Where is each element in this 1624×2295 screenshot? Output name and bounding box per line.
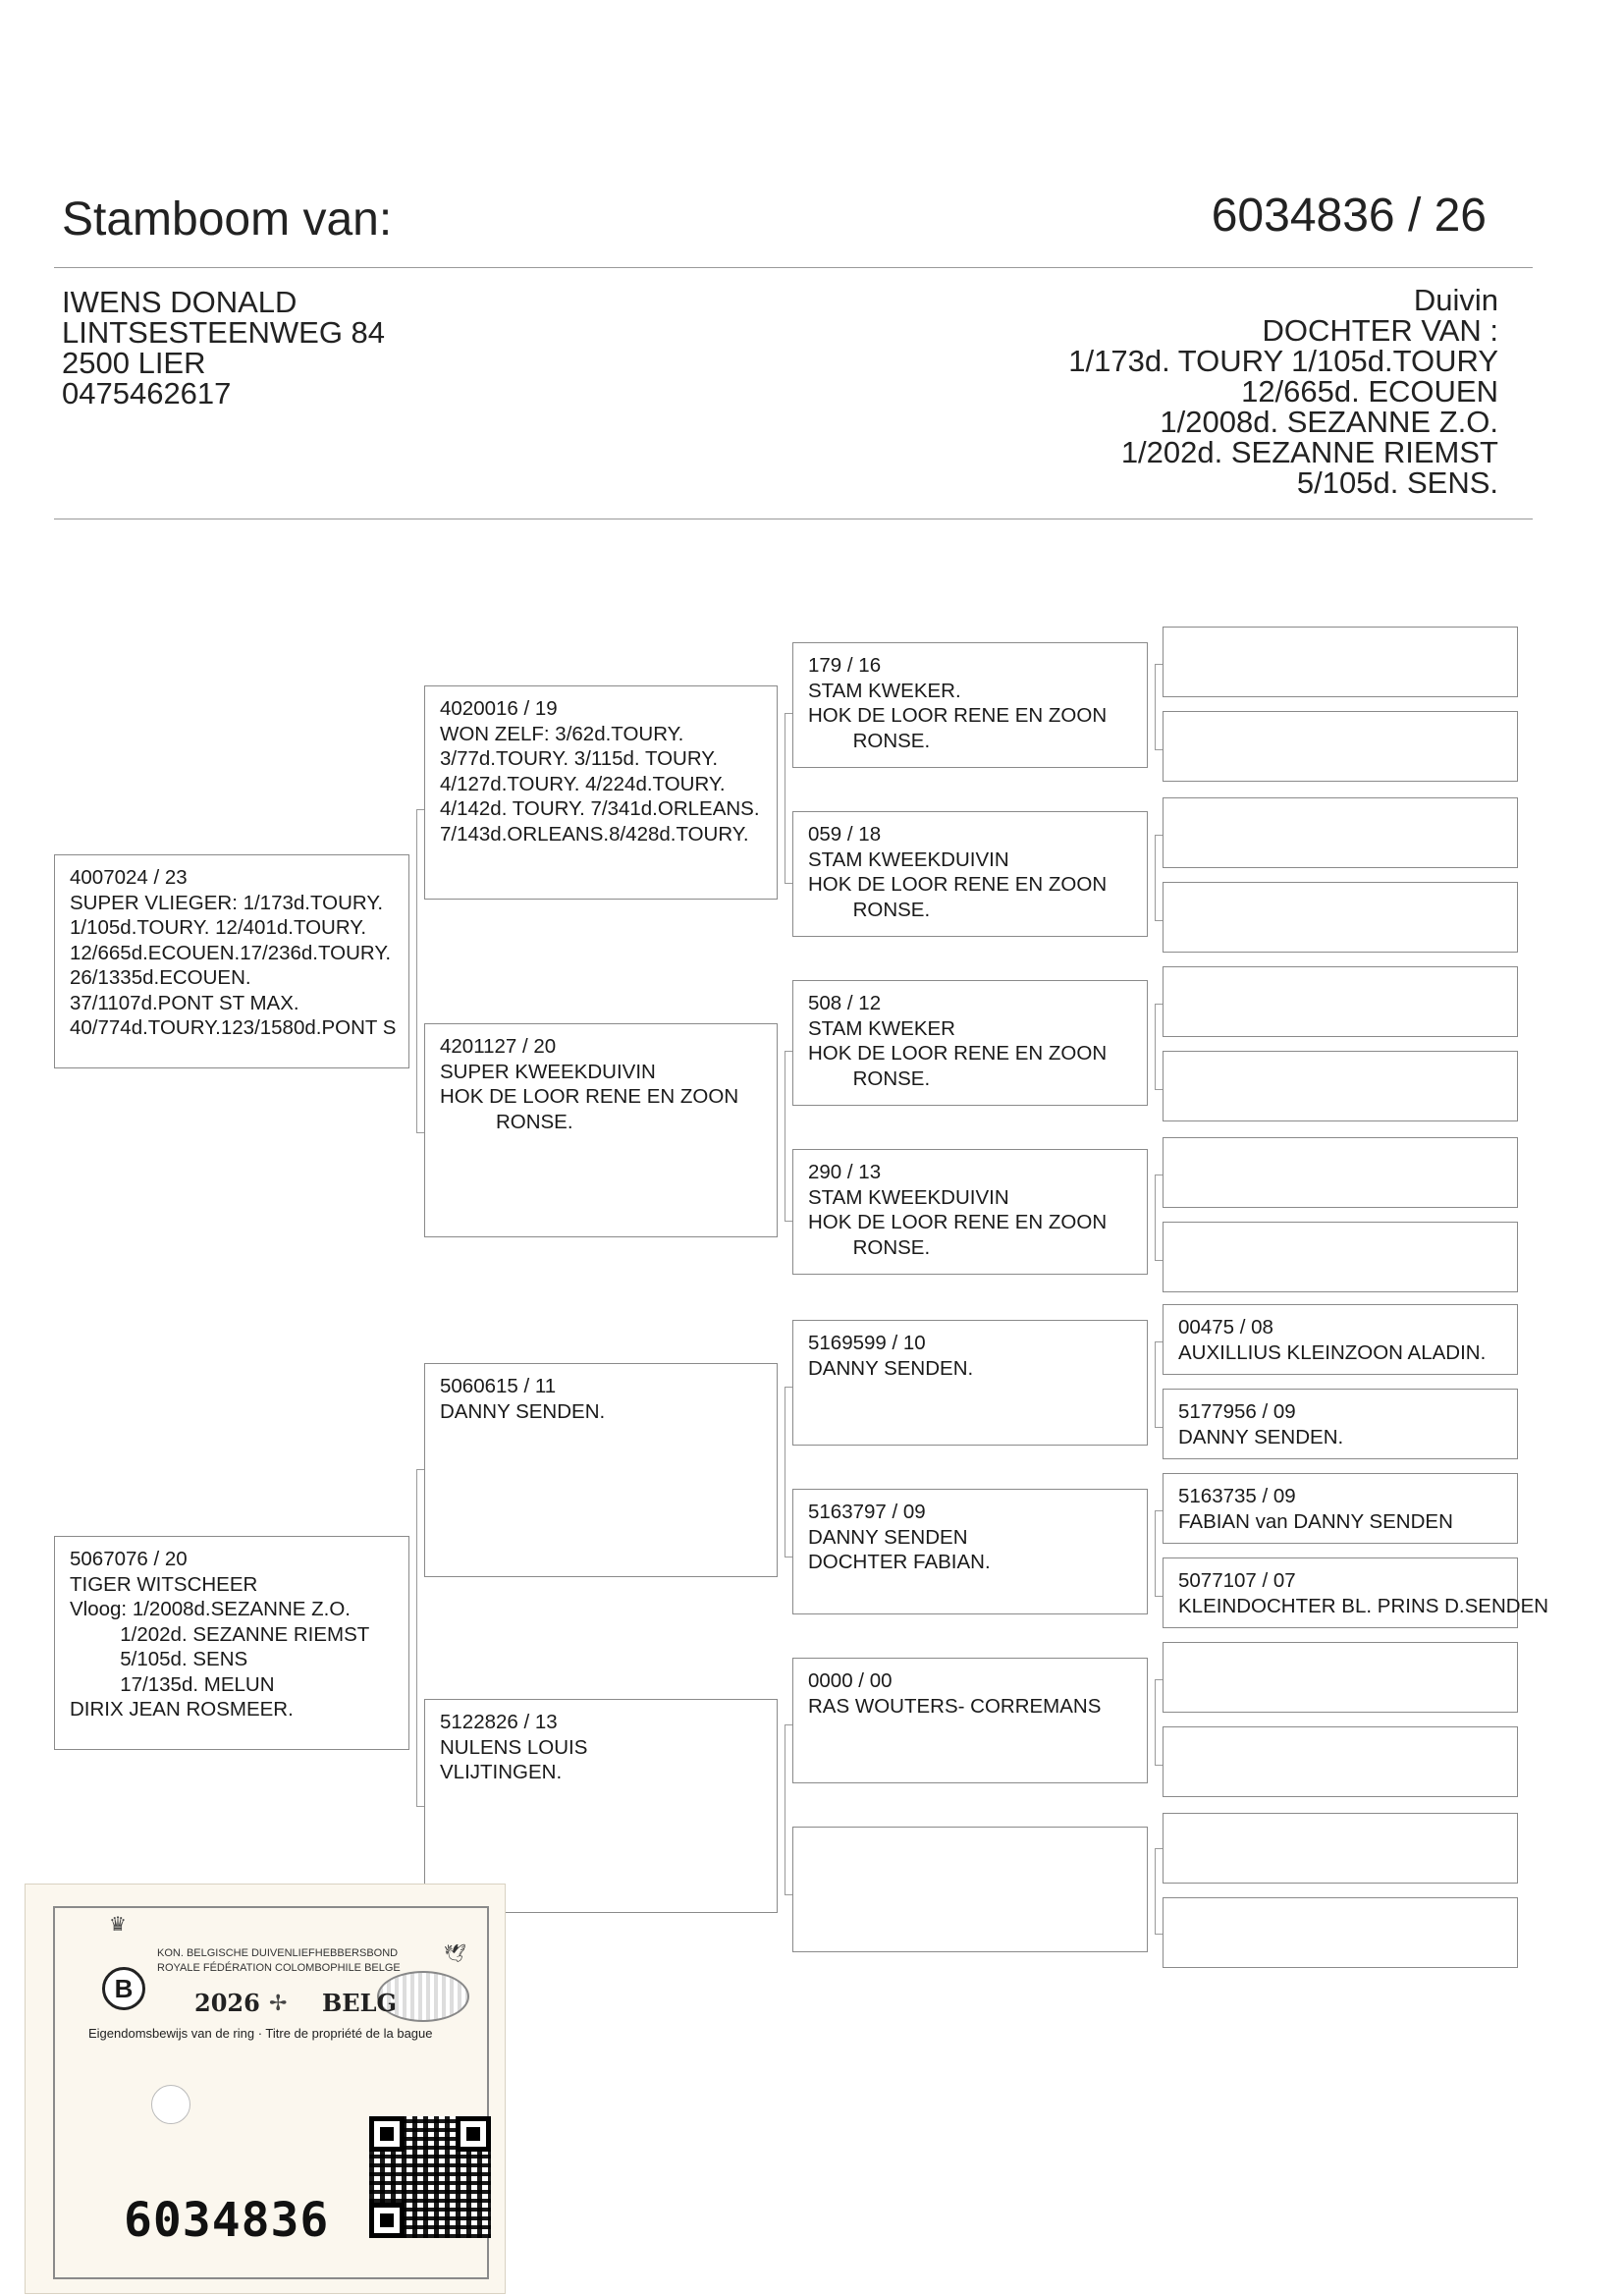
federation-logo: B [102,1967,145,2010]
pedigree-box-gen4-6 [1163,1051,1518,1121]
owner-street: LINTSESTEENWEG 84 [62,315,386,350]
father-text: 4007024 / 23 SUPER VLIEGER: 1/173d.TOURY. 1/105d.TOURY. 12/401d.TOURY. 12/665d.ECOUEN.17/236d.TOURY. 26/1335d.ECOUEN. 37/1107d.PONT ST MAX. 40/774d.TOURY.123/1580d.PONT S [70,866,397,1039]
pedigree-box-gen4-9 [1163,1304,1518,1375]
federation-name-nl: KON. BELGISCHE DUIVENLIEFHEBBERSBOND [157,1947,399,1959]
pigeon-line: 12/665d. ECOUEN [1241,374,1498,409]
pedigree-box-fmm [792,1149,1148,1275]
pedigree-box-fmf [792,980,1148,1106]
owner-name: IWENS DONALD [62,285,298,319]
pedigree-box-mother-father [424,1363,778,1577]
pigeon-line: 1/173d. TOURY 1/105d.TOURY [1068,344,1498,378]
ffm-text: 059 / 18 STAM KWEEKDUIVIN HOK DE LOOR RENE EN ZOON RONSE. [808,823,1108,921]
pedigree-box-father [54,854,409,1068]
federation-name-fr: ROYALE FÉDÉRATION COLOMBOPHILE BELGE [157,1962,401,1974]
father-mother-text: 4201127 / 20 SUPER KWEEKDUIVIN HOK DE LOOR RENE EN ZOON RONSE. [440,1035,739,1133]
pedigree-box-mother-mother [424,1699,778,1913]
page-title: Stamboom van: [62,193,393,246]
gen4-11-text: 5163735 / 09 FABIAN van DANNY SENDEN [1178,1485,1453,1533]
pedigree-box-mfm [792,1489,1148,1614]
pedigree-box-gen4-12 [1163,1557,1549,1628]
bird-emblem-icon: ✢ [269,1991,288,2015]
pigeon-line: 1/202d. SEZANNE RIEMST [1120,435,1498,469]
pedigree-box-gen4-1 [1163,627,1518,697]
punch-hole [151,2085,190,2124]
gen4-10-text: 5177956 / 09 DANNY SENDEN. [1178,1400,1344,1448]
pedigree-box-mff [792,1320,1148,1446]
pedigree-box-gen4-3 [1163,797,1518,868]
pigeon-line: DOCHTER VAN : [1262,313,1498,348]
card-frame [53,1906,489,2279]
owner-phone: 0475462617 [62,376,232,410]
pedigree-box-gen4-7 [1163,1137,1518,1208]
ring-number: 6034836 / 26 [1211,190,1487,242]
pedigree-box-gen4-15 [1163,1813,1518,1884]
pigeon-line: 5/105d. SENS. [1296,465,1498,500]
pigeon-icon: 🕊 [444,1943,466,1963]
pedigree-box-gen4-14 [1163,1726,1518,1797]
pedigree-box-gen4-4 [1163,882,1518,953]
card-subtitle: Eigendomsbewijs van de ring · Titre de propriété de la bague [88,2026,433,2041]
pigeon-line: 1/2008d. SEZANNE Z.O. [1160,405,1498,439]
mmm-text [793,1828,1147,1837]
crown-icon: ♛ [109,1914,127,1936]
father-father-text: 4020016 / 19 WON ZELF: 3/62d.TOURY. 3/77d.TOURY. 3/115d. TOURY. 4/127d.TOURY. 4/224d.TOURY. 4/142d. TOURY. 7/341d.ORLEANS. 7/143d.ORLEANS.8/428d.TOURY. [440,697,760,846]
ring-country: BELG [322,1989,397,2017]
pedigree-box-father-mother [424,1023,778,1237]
fmm-text: 290 / 13 STAM KWEEKDUIVIN HOK DE LOOR RENE EN ZOON RONSE. [808,1161,1108,1259]
pedigree-box-mmm [792,1827,1148,1952]
pedigree-box-gen4-5 [1163,966,1518,1037]
ring-year: 2026 [194,1989,260,2017]
pedigree-box-gen4-8 [1163,1222,1518,1292]
pedigree-box-ffm [792,811,1148,937]
pedigree-box-mmf [792,1658,1148,1783]
pedigree-box-gen4-11 [1163,1473,1518,1544]
card-ring-number: 6034836 [124,2193,330,2248]
pedigree-box-fff [792,642,1148,768]
mfm-text: 5163797 / 09 DANNY SENDEN DOCHTER FABIAN. [808,1501,991,1573]
mmf-text: 0000 / 00 RAS WOUTERS- CORREMANS [808,1669,1102,1718]
pedigree-box-gen4-13 [1163,1642,1518,1713]
pedigree-box-mother [54,1536,409,1750]
pigeon-sex: Duivin [1413,283,1498,317]
pedigree-box-father-father [424,685,778,900]
fff-text: 179 / 16 STAM KWEKER. HOK DE LOOR RENE EN ZOON RONSE. [808,654,1108,752]
pedigree-box-gen4-16 [1163,1897,1518,1968]
fmf-text: 508 / 12 STAM KWEKER HOK DE LOOR RENE EN ZOON RONSE. [808,992,1108,1090]
owner-city: 2500 LIER [62,346,206,380]
mff-text: 5169599 / 10 DANNY SENDEN. [808,1332,974,1380]
mother-father-text: 5060615 / 11 DANNY SENDEN. [440,1375,606,1423]
mother-mother-text: 5122826 / 13 NULENS LOUIS VLIJTINGEN. [440,1711,588,1783]
qr-code-icon [369,2116,491,2238]
mother-text: 5067076 / 20 TIGER WITSCHEER Vloog: 1/2008d.SEZANNE Z.O. 1/202d. SEZANNE RIEMST 5/105d. SENS 17/135d. MELUN DIRIX JEAN ROSMEER. [70,1548,370,1721]
pedigree-box-gen4-2 [1163,711,1518,782]
gen4-9-text: 00475 / 08 AUXILLIUS KLEINZOON ALADIN. [1178,1316,1487,1364]
gen4-12-text: 5077107 / 07 KLEINDOCHTER BL. PRINS D.SENDEN [1178,1569,1549,1617]
pedigree-box-gen4-10 [1163,1389,1518,1459]
ring-ownership-card [25,1884,506,2294]
